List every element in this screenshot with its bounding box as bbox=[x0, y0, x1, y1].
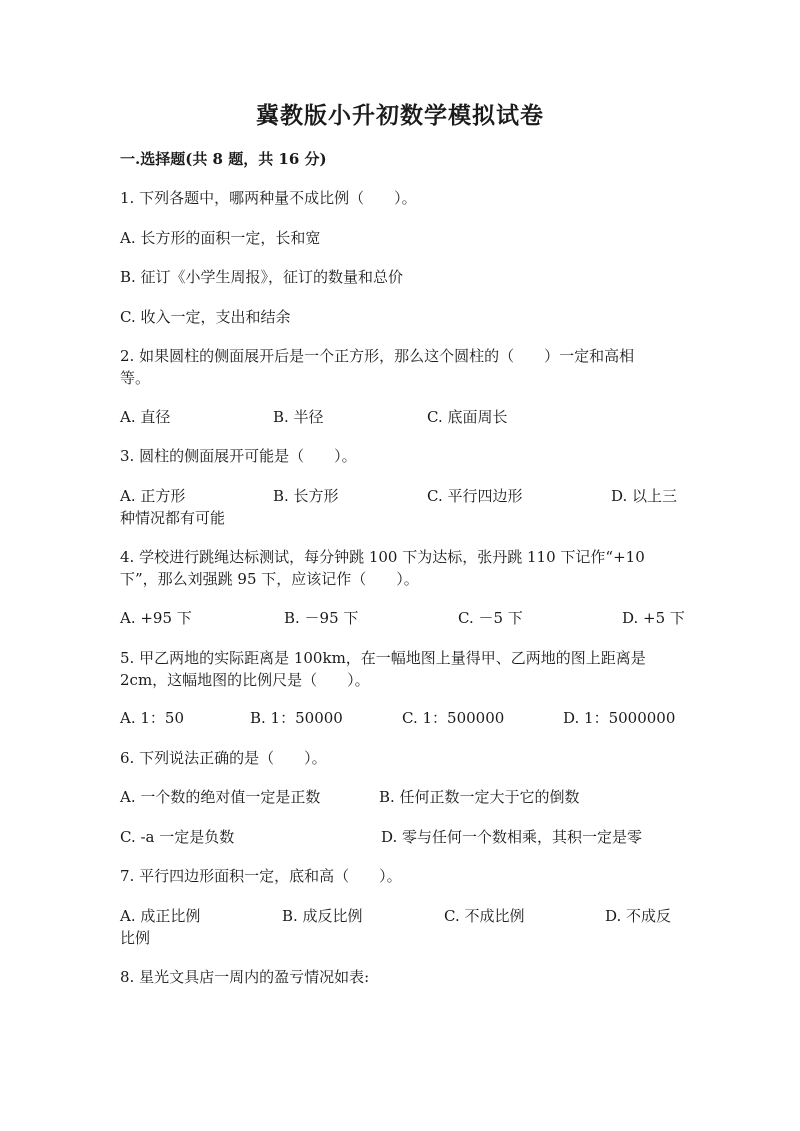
question-4-option-b: B. －95 下 bbox=[284, 609, 359, 627]
section-heading: 一.选择题(共 8 题，共 16 分) bbox=[120, 150, 327, 168]
question-4-stem-line-1: 4. 学校进行跳绳达标测试，每分钟跳 100 下为达标，张丹跳 110 下记作“+10 bbox=[120, 548, 645, 566]
question-7-option-c: C. 不成比例 bbox=[444, 907, 525, 925]
question-6-option-b: B. 任何正数一定大于它的倒数 bbox=[379, 788, 580, 806]
question-1-stem: 1. 下列各题中，哪两种量不成比例（ ）。 bbox=[120, 189, 417, 207]
question-7-option-d-continued: 比例 bbox=[120, 929, 151, 947]
question-7-stem: 7. 平行四边形面积一定，底和高（ ）。 bbox=[120, 867, 402, 885]
question-5-stem-line-2: 2cm，这幅地图的比例尺是（ ）。 bbox=[120, 671, 370, 689]
question-6-option-c: C. -a 一定是负数 bbox=[120, 828, 235, 846]
question-5-option-c: C. 1：500000 bbox=[402, 709, 505, 727]
question-5-option-a: A. 1：50 bbox=[120, 709, 184, 727]
question-2-stem-line-2: 等。 bbox=[120, 369, 151, 387]
question-6-stem: 6. 下列说法正确的是（ ）。 bbox=[120, 749, 327, 767]
question-7-option-d: D. 不成反 bbox=[605, 907, 672, 925]
question-7-option-a: A. 成正比例 bbox=[120, 907, 201, 925]
question-5-option-d: D. 1：5000000 bbox=[563, 709, 676, 727]
question-6-option-a: A. 一个数的绝对值一定是正数 bbox=[120, 788, 321, 806]
question-4-option-d: D. +5 下 bbox=[622, 609, 685, 627]
question-4-option-a: A. +95 下 bbox=[120, 609, 192, 627]
question-2-option-a: A. 直径 bbox=[120, 408, 171, 426]
question-2-option-c: C. 底面周长 bbox=[427, 408, 508, 426]
question-5-stem-line-1: 5. 甲乙两地的实际距离是 100km，在一幅地图上量得甲、乙两地的图上距离是 bbox=[120, 649, 646, 667]
question-1-option-c: C. 收入一定，支出和结余 bbox=[120, 308, 291, 326]
question-4-option-c: C. －5 下 bbox=[458, 609, 523, 627]
page-title: 冀教版小升初数学模拟试卷 bbox=[256, 102, 544, 129]
question-3-option-c: C. 平行四边形 bbox=[427, 487, 523, 505]
question-2-stem-line-1: 2. 如果圆柱的侧面展开后是一个正方形，那么这个圆柱的（ ）一定和高相 bbox=[120, 347, 635, 365]
question-3-stem: 3. 圆柱的侧面展开可能是（ ）。 bbox=[120, 447, 357, 465]
question-1-option-b: B. 征订《小学生周报》，征订的数量和总价 bbox=[120, 268, 404, 286]
question-8-stem: 8. 星光文具店一周内的盈亏情况如表: bbox=[120, 968, 370, 986]
question-4-stem-line-2: 下”，那么刘强跳 95 下，应该记作（ ）。 bbox=[120, 570, 419, 588]
question-2-option-b: B. 半径 bbox=[273, 408, 324, 426]
question-3-option-d: D. 以上三 bbox=[611, 487, 678, 505]
question-7-option-b: B. 成反比例 bbox=[282, 907, 363, 925]
question-5-option-b: B. 1：50000 bbox=[250, 709, 343, 727]
question-1-option-a: A. 长方形的面积一定，长和宽 bbox=[120, 229, 321, 247]
question-3-option-b: B. 长方形 bbox=[273, 487, 339, 505]
question-3-option-a: A. 正方形 bbox=[120, 487, 186, 505]
question-6-option-d: D. 零与任何一个数相乘，其积一定是零 bbox=[381, 828, 643, 846]
question-3-option-d-continued: 种情况都有可能 bbox=[120, 509, 226, 527]
